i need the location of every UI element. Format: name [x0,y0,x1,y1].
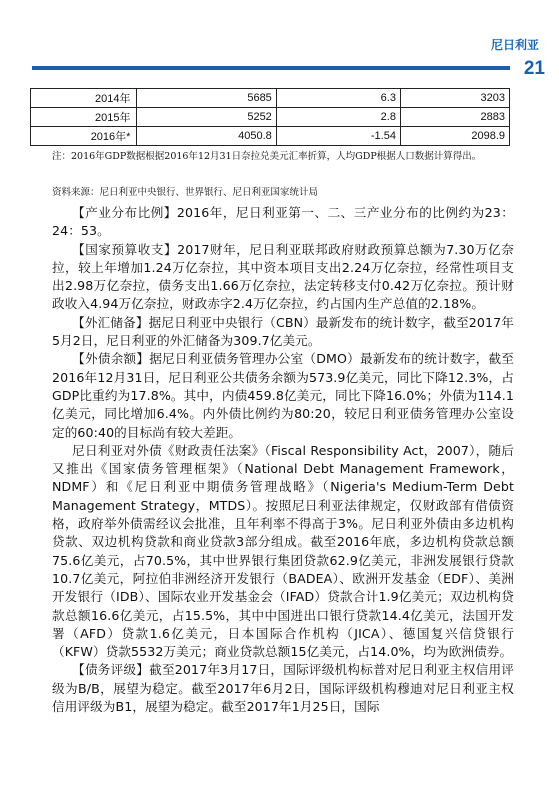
table-cell-per-capita: 2883 [400,108,509,127]
paragraph-industry-distribution: 【产业分布比例】2016年，尼日利亚第一、二、三产业分布的比例约为23：24：53。 [52,205,514,239]
paragraph-debt-framework: 尼日利亚对外债《财政责任法案》（Fiscal Responsibility Act，2007），随后又推出《国家债务管理框架》（National Debt Management Framework，NDMF）和《尼日利亚中期债务管理战略》（Nigeria's Medium-Term Debt Management Strategy，MTDS）。按照尼日利亚法律规定，仅财政部有借债资格，政府举外债需经议会批准，且年利率不得高于3%。尼日利亚外债由多边机构贷款、双边机构贷款和商业贷款3部分组成。截至2016年底，多边机构贷款总额75.6亿美元，占70.5%，其中世界银行集团贷款62.9亿美元，非洲发展银行贷款10.7亿美元，阿拉伯非洲经济开发银行（BADEA）、欧洲开发基金（EDF）、美洲开发银行（IDB）、国际农业开发基金会（IFAD）贷款合计1.9亿美元；双边机构贷款总额16.6亿美元，占15.5%，其中中国进出口银行贷款14.4亿美元，法国开发署（AFD）贷款1.6亿美元，日本国际合作机构（JICA）、德国复兴信贷银行（KFW）贷款5532万美元；商业贷款总额15亿美元，占14.0%，均为欧洲债券。 [52,442,514,660]
table-cell-year: 2015年 [31,108,137,127]
table-cell-growth: -1.54 [276,127,400,146]
table-cell-gdp: 5685 [137,89,276,108]
table-row [31,89,510,108]
table-cell-growth: 2.8 [276,108,400,127]
paragraph-national-budget: 【国家预算收支】2017财年，尼日利亚联邦政府财政预算总额为7.30万亿奈拉，较上年增加1.24万亿奈拉，其中资本项目支出2.24万亿奈拉，经常性项目支出2.98万亿奈拉，债务支出1.66万亿奈拉，法定转移支付0.42万亿奈拉。预计财政收入4.94万亿奈拉，财政赤字2.4万亿奈拉，约占国内生产总值的2.18%。 [52,241,514,312]
paragraph-external-debt: 【外债余额】据尼日利亚债务管理办公室（DMO）最新发布的统计数字，截至2016年12月31日，尼日利亚公共债务余额为573.9亿美元，同比下降12.3%，占GDP比重约为17.8%。其中，内债459.8亿美元，同比下降16.0%；外债为114.1亿美元，同比增加6.4%。内外债比例约为80:20，较尼日利亚债务管理办公室设定的60:40的目标尚有较大差距。 [52,351,514,440]
data-source: 资料来源：尼日利亚中央银行、世界银行、尼日利亚国家统计局 [52,187,319,198]
running-header-title: 尼日利亚 [490,38,539,52]
header-rule [32,66,510,70]
table-note: 注：2016年GDP数据根据2016年12月31日奈拉兑美元汇率折算，人均GDP根据人口数据计算得出。 [52,151,482,162]
paragraph-forex-reserves: 【外汇储备】据尼日利亚中央银行（CBN）最新发布的统计数字，截至2017年5月2日，尼日利亚的外汇储备为309.7亿美元。 [52,314,514,349]
table-row [31,108,510,127]
table-row [31,127,510,146]
table-cell-year: 2014年 [31,89,137,108]
paragraph-debt-rating: 【债务评级】截至2017年3月17日，国际评级机构标普对尼日利亚主权信用评级为B/B，展望为稳定。截至2017年6月2日，国际评级机构穆迪对尼日利亚主权信用评级为B1，展望为稳定。截至2017年1月25日，国际 [52,662,514,715]
table-cell-per-capita: 2098.9 [400,127,509,146]
gdp-table [30,88,510,146]
body-text [52,204,514,716]
table-cell-growth: 6.3 [276,89,400,108]
table-cell-year: 2016年* [31,127,137,146]
page-number: 21 [523,58,545,79]
table-cell-per-capita: 3203 [400,89,509,108]
table-cell-gdp: 5252 [137,108,276,127]
table-cell-gdp: 4050.8 [137,127,276,146]
